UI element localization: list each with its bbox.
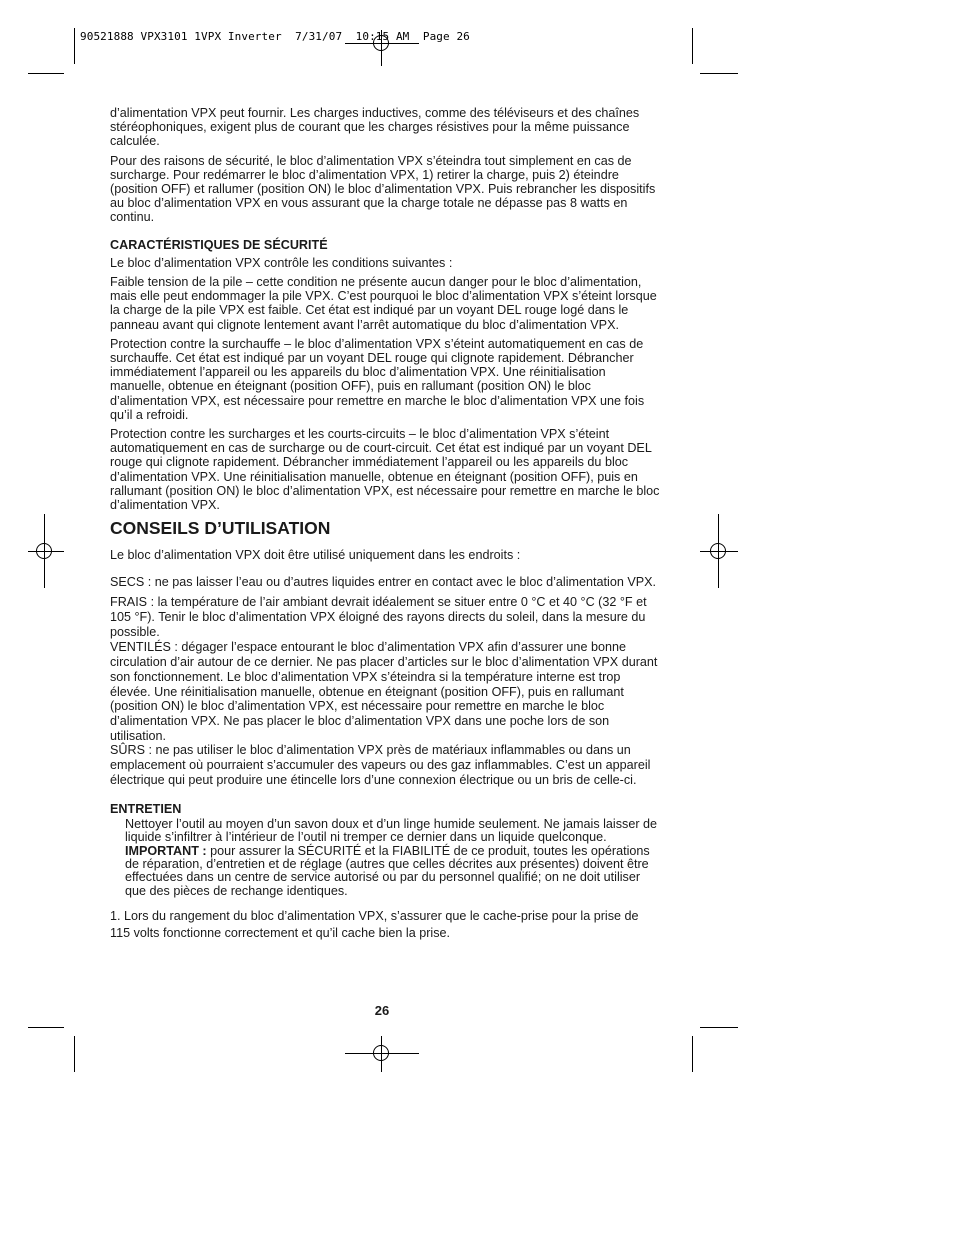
- paragraph-surcharge: Pour des raisons de sécurité, le bloc d’alimentation VPX s’éteindra tout simplement en cas de surcharge. Pour redémarrer le bloc d’alimentation VPX, 1) retirer la charge, puis 2) éteindre (position OFF) et rallumer (position ON) le bloc d’alimentation VPX. Puis rebrancher les dispositifs au bloc d’alimentation VPX en vous assurant que la charge totale ne dépasse pas 8 watts en continu.: [110, 153, 656, 225]
- page-number: 26: [374, 1003, 390, 1018]
- registration-bottom-target-icon: [373, 1045, 389, 1061]
- page-number-row: [0, 1003, 954, 1018]
- print-slug: 90521888 VPX3101 1VPX Inverter 7/31/07 10:15 AM Page 26: [80, 30, 470, 43]
- crop-mark-tr-v: [692, 28, 693, 64]
- crop-mark-bl-v: [74, 1036, 75, 1072]
- paragraph-nettoyer: Nettoyer l’outil au moyen d’un savon doux et d’un linge humide seulement. Ne jamais laisser de liquide s’infiltrer à l’intérieur de l’outil ni tremper ce dernier dans un liquide quelconque.: [125, 816, 658, 845]
- paragraph-important: [125, 845, 662, 899]
- entretien-block: [125, 818, 662, 898]
- paragraph-surchauffe: Protection contre la surchauffe – le bloc d’alimentation VPX s’éteint automatiquement en cas de surchauffe. Cet état est indiqué par un voyant DEL rouge qui clignote rapidement. Débrancher immédiatement l’appareil ou les appareils du bloc d’alimentation VPX. Une réinitialisation manuelle, obtenue en éteignant (position OFF), puis en rallumant (position ON) le bloc d’alimentation VPX, est nécessaire pour remettre en marche le bloc d’alimentation VPX une fois qu’il a refroidi.: [110, 336, 645, 422]
- crop-mark-br-v: [692, 1036, 693, 1072]
- paragraph-ventiles: VENTILÉS : dégager l’espace entourant le bloc d’alimentation VPX afin d’assurer une bonne circulation d’air autour de ce dernier. Ne pas placer d’articles sur le bloc d’alimentation VPX durant son fonctionnement. Le bloc d’alimentation VPX s’éteindra si la température interne est trop élevée. Une réinitialisation manuelle, obtenue en éteignant (position OFF), puis en rallumant (position ON) le bloc d’alimentation VPX, est nécessaire pour remettre en marche le bloc d’alimentation VPX. Ne pas placer le bloc d’alimentation VPX dans une poche lors de son utilisation.: [110, 640, 658, 743]
- crop-mark-bl-h: [28, 1027, 64, 1028]
- crop-mark-br-h: [700, 1027, 738, 1028]
- paragraph-intro: d’alimentation VPX peut fournir. Les charges inductives, comme des téléviseurs et des chaînes stéréophoniques, exigent plus de courant que les charges résistives pour la même puissance calculée.: [110, 106, 640, 149]
- important-text: pour assurer la SÉCURITÉ et la FIABILITÉ de ce produit, toutes les opérations de réparation, d’entretien et de réglage (autres que celles décrites aux présentes) doivent être effectuées dans un centre de service autorisé ou par du personnel qualifié; on ne doit utiliser que des pièces de rechange identiques.: [125, 843, 650, 898]
- paragraph-pile: Faible tension de la pile – cette condition ne présente aucun danger pour le bloc d’alimentation, mais elle peut endommager la pile VPX. C’est pourquoi le bloc d’alimentation VPX s’éteint lorsque la charge de la pile VPX est faible. Cet état est indiqué par un voyant DEL rouge logé dans le panneau avant qui clignote lentement avant l’arrêt automatique du bloc d’alimentation VPX.: [110, 275, 657, 332]
- paragraph-frais: FRAIS : la température de l’air ambiant devrait idéalement se situer entre 0 °C et 40 °C (32 °F et 105 °F). Tenir le bloc d’alimentation VPX éloigné des rayons directs du soleil, dans la mesure du possible.: [110, 595, 647, 640]
- paragraph-controle: Le bloc d’alimentation VPX contrôle les conditions suivantes :: [110, 255, 453, 270]
- paragraph-secs: SECS : ne pas laisser l’eau ou d’autres liquides entrer en contact avec le bloc d’alimentation VPX.: [110, 575, 657, 590]
- paragraph-surs: SÛRS : ne pas utiliser le bloc d’alimentation VPX près de matériaux inflammables ou dans un emplacement où pourraient s’accumuler des vapeurs ou des gaz inflammables. C’est un appareil électrique qui peut produire une étincelle lors d’une connexion électrique ou un bris de celle-ci.: [110, 743, 651, 787]
- paragraph-endroits: Le bloc d’alimentation VPX doit être utilisé uniquement dans les endroits :: [110, 548, 521, 563]
- important-label: IMPORTANT :: [125, 843, 207, 858]
- paragraph-rangement: 1. Lors du rangement du bloc d’alimentation VPX, s’assurer que le cache-prise pour la prise de 115 volts fonctionne correctement et qu’il cache bien la prise.: [110, 909, 639, 941]
- registration-right-target-icon: [710, 543, 726, 559]
- paragraph-courts-circuits: Protection contre les surcharges et les courts-circuits – le bloc d’alimentation VPX s’éteint automatiquement en cas de surcharge ou de court-circuit. Cet état est indiqué par un voyant DEL rouge qui clignote rapidement. Débrancher immédiatement l’appareil ou les appareils du bloc d’alimentation VPX. Une réinitialisation manuelle, obtenue en éteignant (position OFF), puis en rallumant (position ON) le bloc d’alimentation VPX, est nécessaire pour remettre en marche le bloc d’alimentation VPX.: [110, 427, 660, 513]
- crop-mark-tl-v: [74, 28, 75, 64]
- heading-entretien: ENTRETIEN: [110, 801, 182, 816]
- registration-left-target-icon: [36, 543, 52, 559]
- crop-mark-tr-h: [700, 73, 738, 74]
- page-content: [110, 106, 662, 947]
- crop-mark-tl-h: [28, 73, 64, 74]
- heading-securite: CARACTÉRISTIQUES DE SÉCURITÉ: [110, 237, 328, 252]
- heading-conseils: CONSEILS D’UTILISATION: [110, 518, 331, 539]
